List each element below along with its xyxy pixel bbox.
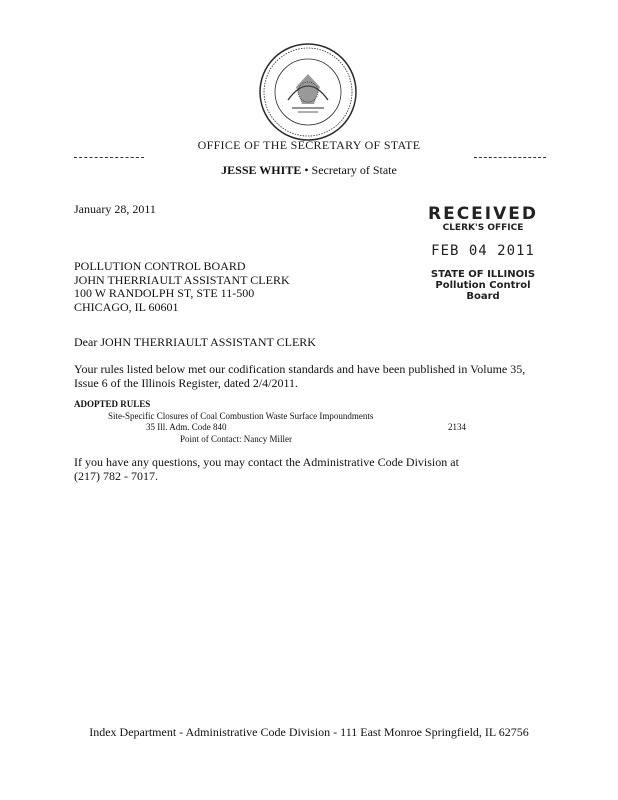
stamp-board: Pollution Control Board xyxy=(435,280,531,302)
stamp-date: FEB 04 2011 xyxy=(431,243,535,259)
questions-line: If you have any questions, you may contact the Administrative Code Division at xyxy=(74,455,459,469)
header-rule-left xyxy=(74,157,144,158)
secretary-name: JESSE WHITE xyxy=(221,163,302,177)
address-line: POLLUTION CONTROL BOARD xyxy=(74,259,246,273)
phone-number: (217) 782 - 7017. xyxy=(74,469,158,483)
rule-contact: Point of Contact: Nancy Miller xyxy=(180,434,292,444)
body-paragraph xyxy=(74,362,525,390)
rule-page: 2134 xyxy=(448,422,466,432)
body-line: Issue 6 of the Illinois Register, dated 2/4/2011. xyxy=(74,376,299,390)
header-rule-right xyxy=(474,157,546,158)
secretary-title: Secretary of State xyxy=(311,163,397,177)
received-stamp xyxy=(418,205,548,302)
recipient-address xyxy=(74,260,290,314)
stamp-received: RECEIVED xyxy=(428,204,538,224)
rule-title: Site-Specific Closures of Coal Combustion Waste Surface Impoundments xyxy=(108,411,374,421)
footer-address: Index Department - Administrative Code Division - 111 East Monroe Springfield, IL 62756 xyxy=(89,725,529,739)
adopted-rules-heading: ADOPTED RULES xyxy=(74,399,151,409)
rule-code: 35 Ill. Adm. Code 840 xyxy=(146,422,227,432)
address-line: JOHN THERRIAULT ASSISTANT CLERK xyxy=(74,272,290,287)
separator: • xyxy=(301,163,312,177)
stamp-state: STATE OF ILLINOIS xyxy=(430,269,536,280)
body-line: Your rules listed below met our codification standards and have been published in Volume 35, xyxy=(74,362,526,376)
secretary-line xyxy=(0,163,618,177)
office-title: OFFICE OF THE SECRETARY OF STATE xyxy=(197,138,421,152)
questions-paragraph xyxy=(74,455,459,483)
state-seal-icon xyxy=(258,42,358,142)
salutation: Dear JOHN THERRIAULT ASSISTANT CLERK xyxy=(74,335,316,349)
address-line: CHICAGO, IL 60601 xyxy=(74,299,179,314)
stamp-clerks-office: CLERK'S OFFICE xyxy=(442,223,524,233)
address-line: 100 W RANDOLPH ST, STE 11-500 xyxy=(74,286,255,300)
letter-date: January 28, 2011 xyxy=(74,202,156,216)
